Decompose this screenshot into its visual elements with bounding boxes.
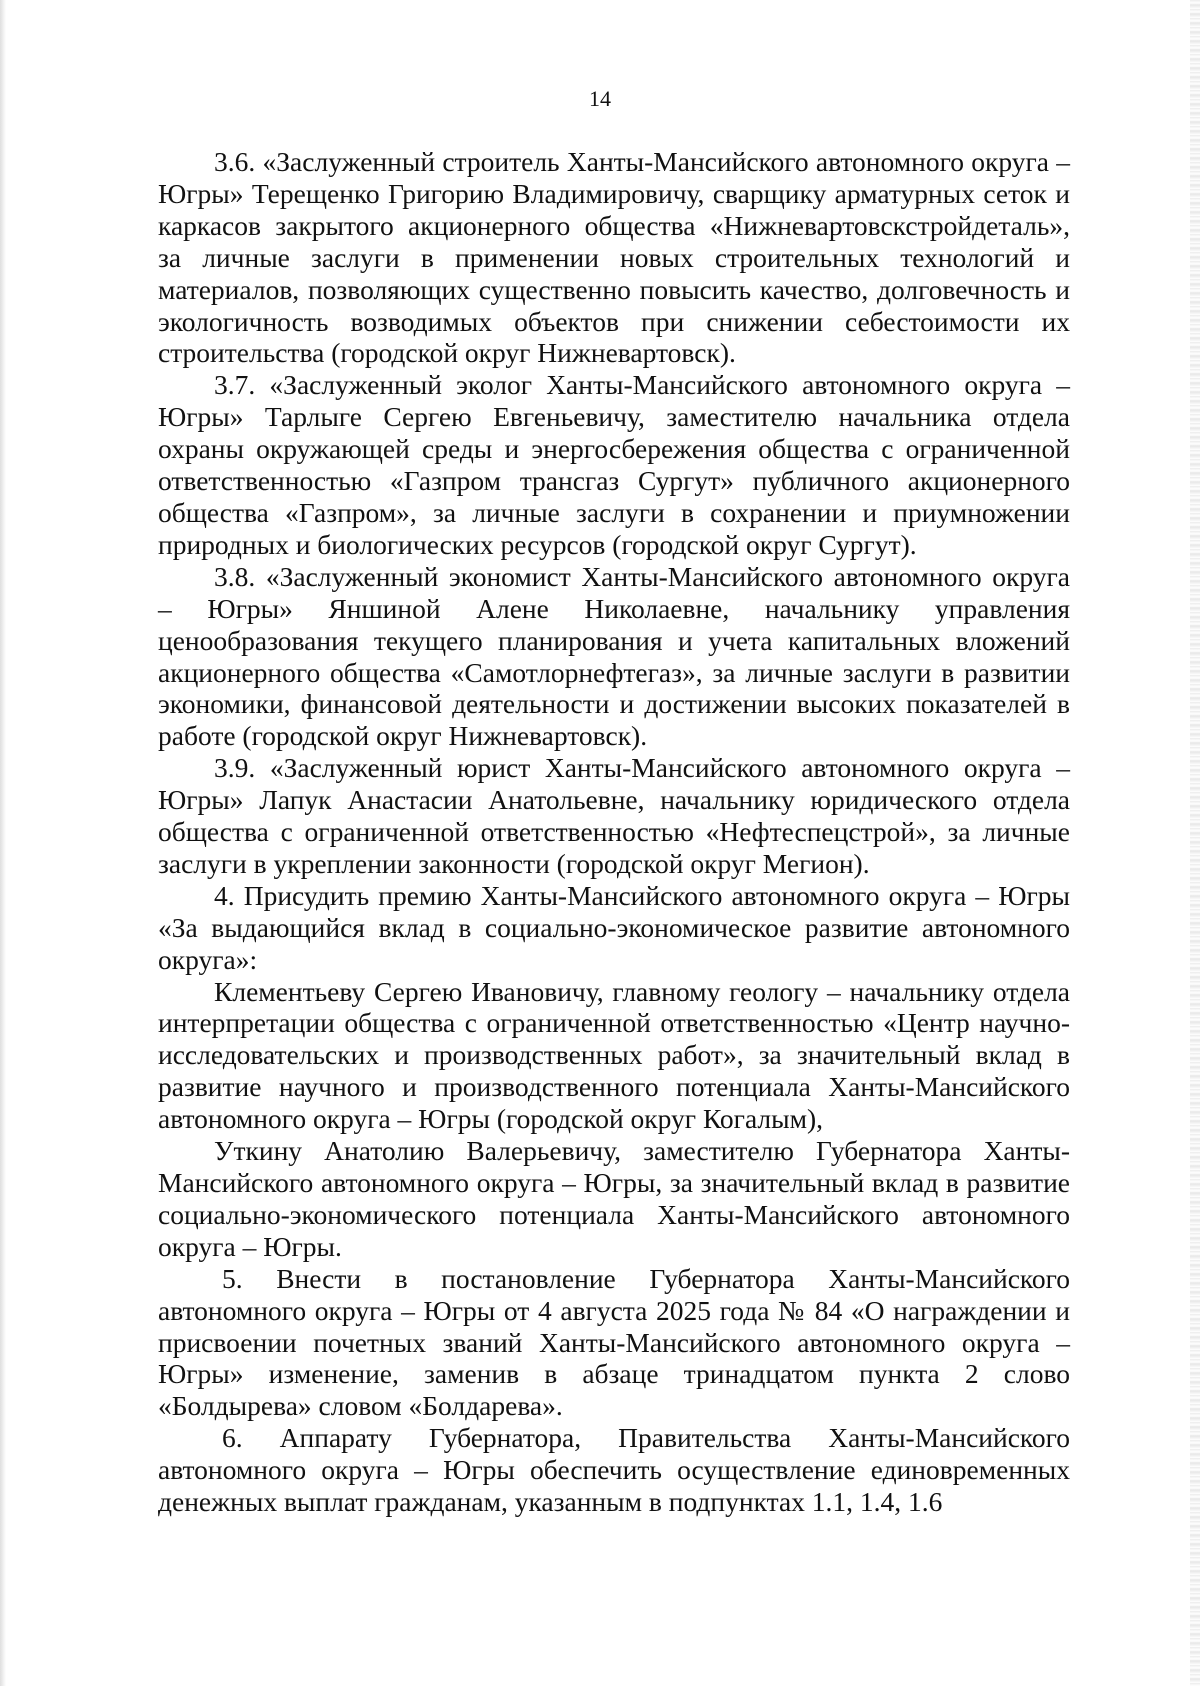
- paragraph-4-utkin: Уткину Анатолию Валерьевичу, заместителю Губернатора Ханты-Мансийского автономного округа – Югры, за значительный вклад в развитие социально-экономического потенциала Ханты-Мансийского автономного округа – Югры.: [158, 1135, 1070, 1262]
- paragraph-3-6: 3.6. «Заслуженный строитель Ханты-Мансийского автономного округа – Югры» Терещенко Григорию Владимировичу, сварщику арматурных сеток и каркасов закрытого акционерного общества «Нижневартовскстройдеталь», за личные заслуги в применении новых строительных технологий и материалов, позволяющих существенно повысить качество, долговечность и экологичность возводимых объектов при снижении себестоимости их строительства (городской округ Нижневартовск).: [158, 146, 1070, 369]
- paragraph-3-8: 3.8. «Заслуженный экономист Ханты-Мансийского автономного округа – Югры» Яншиной Алене Николаевне, начальнику управления ценообразования текущего планирования и учета капитальных вложений акционерного общества «Самотлорнефтегаз», за личные заслуги в развитии экономики, финансовой деятельности и достижении высоких показателей в работе (городской округ Нижневартовск).: [158, 560, 1070, 752]
- paragraph-4-klementyev: Клементьеву Сергею Ивановичу, главному геологу – начальнику отдела интерпретации общества с ограниченной ответственностью «Центр научно-исследовательских и производственных работ», за значительный вклад в развитие научного и производственного потенциала Ханты-Мансийского автономного округа – Югры (городской округ Когалым),: [158, 975, 1070, 1135]
- paragraph-5: 5. Внести в постановление Губернатора Ханты-Мансийского автономного округа – Югры от 4 августа 2025 года № 84 «О награждении и присвоении почетных званий Ханты-Мансийского автономного округа – Югры» изменение, заменив в абзаце тринадцатом пункта 2 слово «Болдырева» словом «Болдарева».: [158, 1262, 1070, 1422]
- paragraph-3-7: 3.7. «Заслуженный эколог Ханты-Мансийского автономного округа – Югры» Тарлыге Сергею Евгеньевичу, заместителю начальника отдела охраны окружающей среды и энергосбережения общества с ограниченной ответственностью «Газпром трансгаз Сургут» публичного акционерного общества «Газпром», за личные заслуги в сохранении и приумножении природных и биологических ресурсов (городской округ Сургут).: [158, 369, 1070, 560]
- scan-edge-right: [1190, 0, 1200, 1686]
- paragraph-3-9: 3.9. «Заслуженный юрист Ханты-Мансийского автономного округа – Югры» Лапук Анастасии Анатольевне, начальнику юридического отдела общества с ограниченной ответственностью «Нефтеспецстрой», за личные заслуги в укреплении законности (городской округ Мегион).: [158, 752, 1070, 879]
- page-number: 14: [589, 86, 611, 111]
- paragraph-4: 4. Присудить премию Ханты-Мансийского автономного округа – Югры «За выдающийся вклад в социально-экономическое развитие автономного округа»:: [158, 879, 1070, 975]
- document-body: [158, 146, 1070, 1518]
- paragraph-6: 6. Аппарату Губернатора, Правительства Ханты-Мансийского автономного округа – Югры обеспечить осуществление единовременных денежных выплат гражданам, указанным в подпунктах 1.1, 1.4, 1.6: [158, 1422, 1070, 1518]
- scan-edge-left: [0, 0, 6, 1686]
